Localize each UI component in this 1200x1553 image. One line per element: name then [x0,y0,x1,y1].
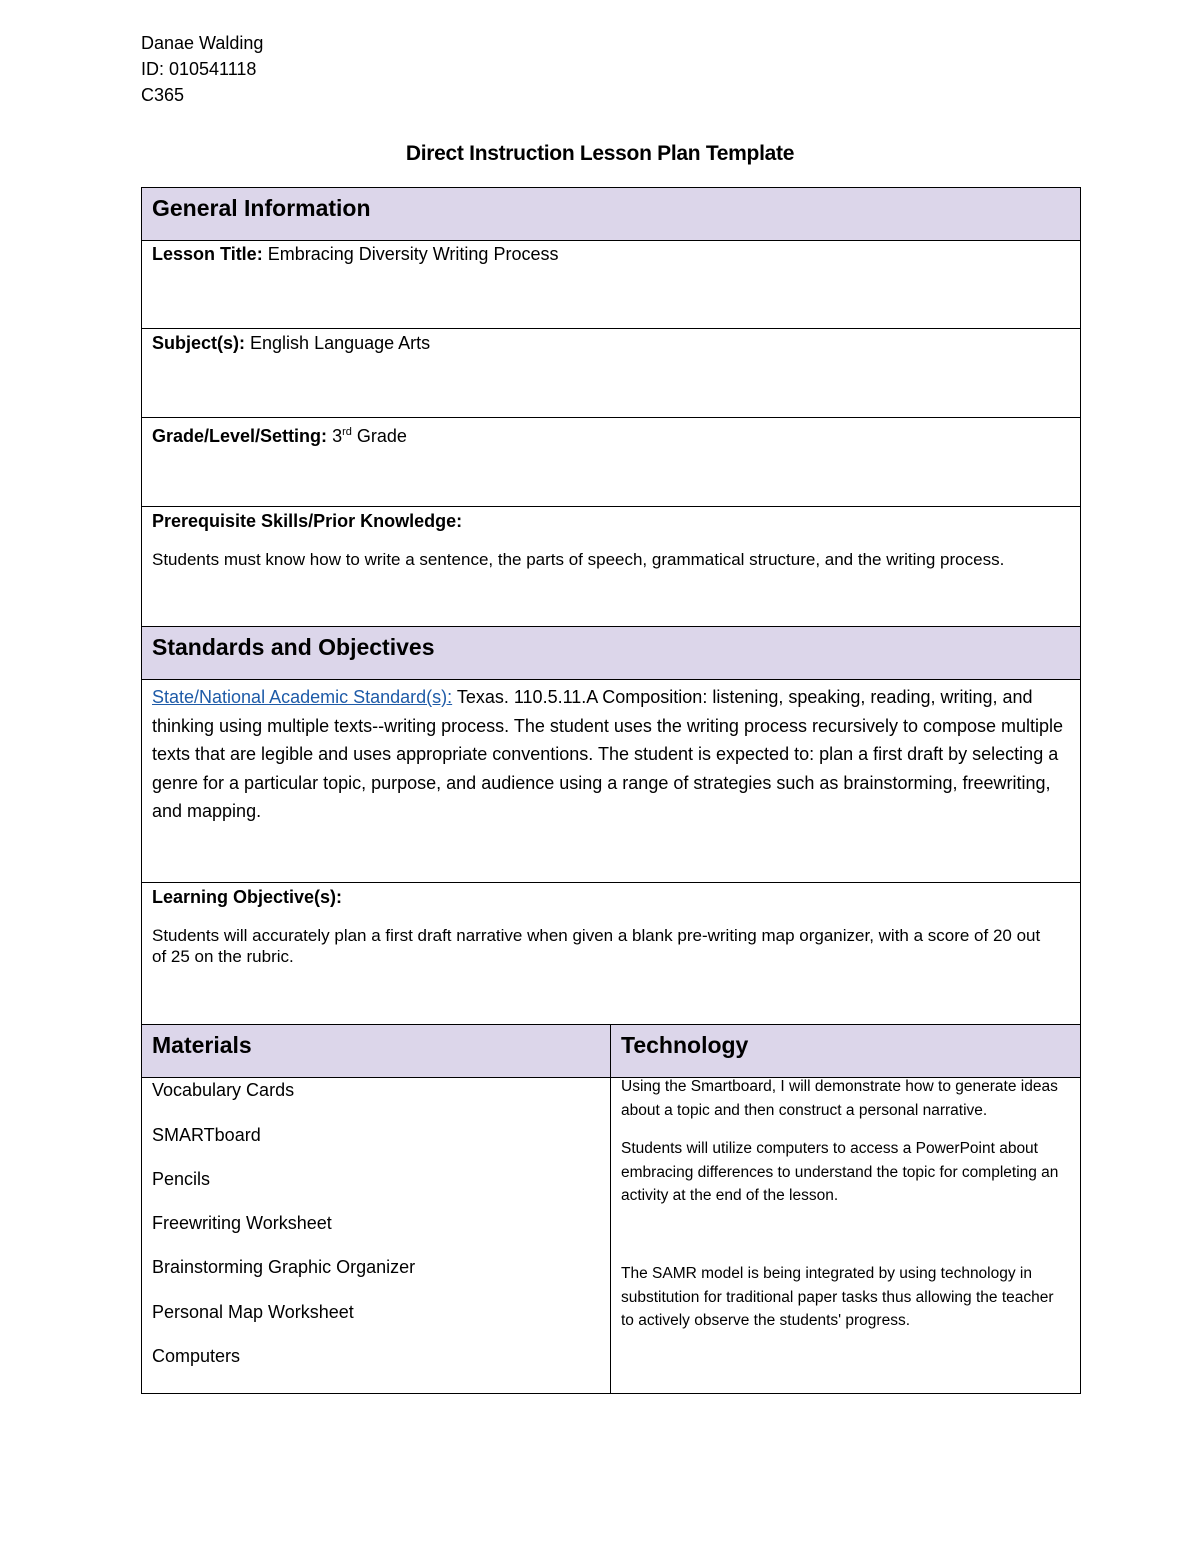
prerequisite-row [141,507,1081,627]
author-header [141,30,263,108]
student-id: ID: 010541118 [141,59,257,79]
standards-objectives-header [141,627,1081,680]
academic-standard-row [141,680,1081,883]
section-heading: General Information [152,195,371,221]
technology-paragraph: Using the Smartboard, I will demonstrate how to generate ideas about a topic and then construct a personal narrative. [621,1078,1058,1119]
technology-paragraph: The SAMR model is being integrated by using technology in substitution for traditional paper tasks thus allowing the teacher to actively observe the students' progress. [621,1265,1054,1329]
grade-number: 3 [332,426,343,446]
subject-label: Subject(s): [152,333,246,353]
material-item: SMARTboard [152,1125,261,1145]
column-divider [610,1025,611,1077]
learning-objective-label: Learning Objective(s): [152,887,343,907]
grade-suffix: rd [342,426,352,438]
material-item: Personal Map Worksheet [152,1302,354,1322]
document-title: Direct Instruction Lesson Plan Template [405,142,795,165]
author-name: Danae Walding [141,33,264,53]
general-information-header [141,187,1081,241]
lesson-title-label: Lesson Title: [152,244,263,264]
academic-standard-link[interactable]: State/National Academic Standard(s): [152,687,453,707]
materials-heading: Materials [152,1032,252,1058]
academic-standard-text: Texas. 110.5.11.A Composition: listening, speaking, reading, writing, and thinking using multiple texts--writing process. The student uses the writing process recursively to compose multiple texts that are legible and uses appropriate conventions. The student is expected to: plan a first draft by selecting a genre for a particular topic, purpose, and audience using a range of strategies such as brainstorming, freewriting, and mapping. [152,687,1064,821]
material-item: Pencils [152,1169,211,1189]
subject-value: English Language Arts [250,333,431,353]
technology-paragraph: Students will utilize computers to access a PowerPoint about embracing differences to understand the topic for completing an activity at the end of the lesson. [621,1140,1059,1204]
grade-label: Grade/Level/Setting: [152,426,328,446]
learning-objective-row [141,883,1081,1025]
material-item: Vocabulary Cards [152,1080,295,1100]
materials-technology-header [141,1025,1081,1078]
column-divider [610,1078,611,1393]
material-item: Computers [152,1346,241,1366]
grade-word: Grade [356,426,407,446]
lesson-title-row [141,240,1081,329]
technology-heading: Technology [621,1032,749,1058]
prerequisite-value: Students must know how to write a sentence, the parts of speech, grammatical structure, and the writing process. [152,550,1005,569]
course-code: C365 [141,85,185,105]
materials-technology-body [141,1078,1081,1394]
material-item: Brainstorming Graphic Organizer [152,1257,416,1277]
section-heading: Standards and Objectives [152,634,435,660]
material-item: Freewriting Worksheet [152,1213,332,1233]
grade-row [141,418,1081,507]
lesson-title-value: Embracing Diversity Writing Process [267,244,559,264]
prerequisite-label: Prerequisite Skills/Prior Knowledge: [152,511,463,531]
learning-objective-value: Students will accurately plan a first draft narrative when given a blank pre-writing map organizer, with a score of 20 out of 25 on the rubric. [152,926,1041,966]
subject-row [141,329,1081,418]
